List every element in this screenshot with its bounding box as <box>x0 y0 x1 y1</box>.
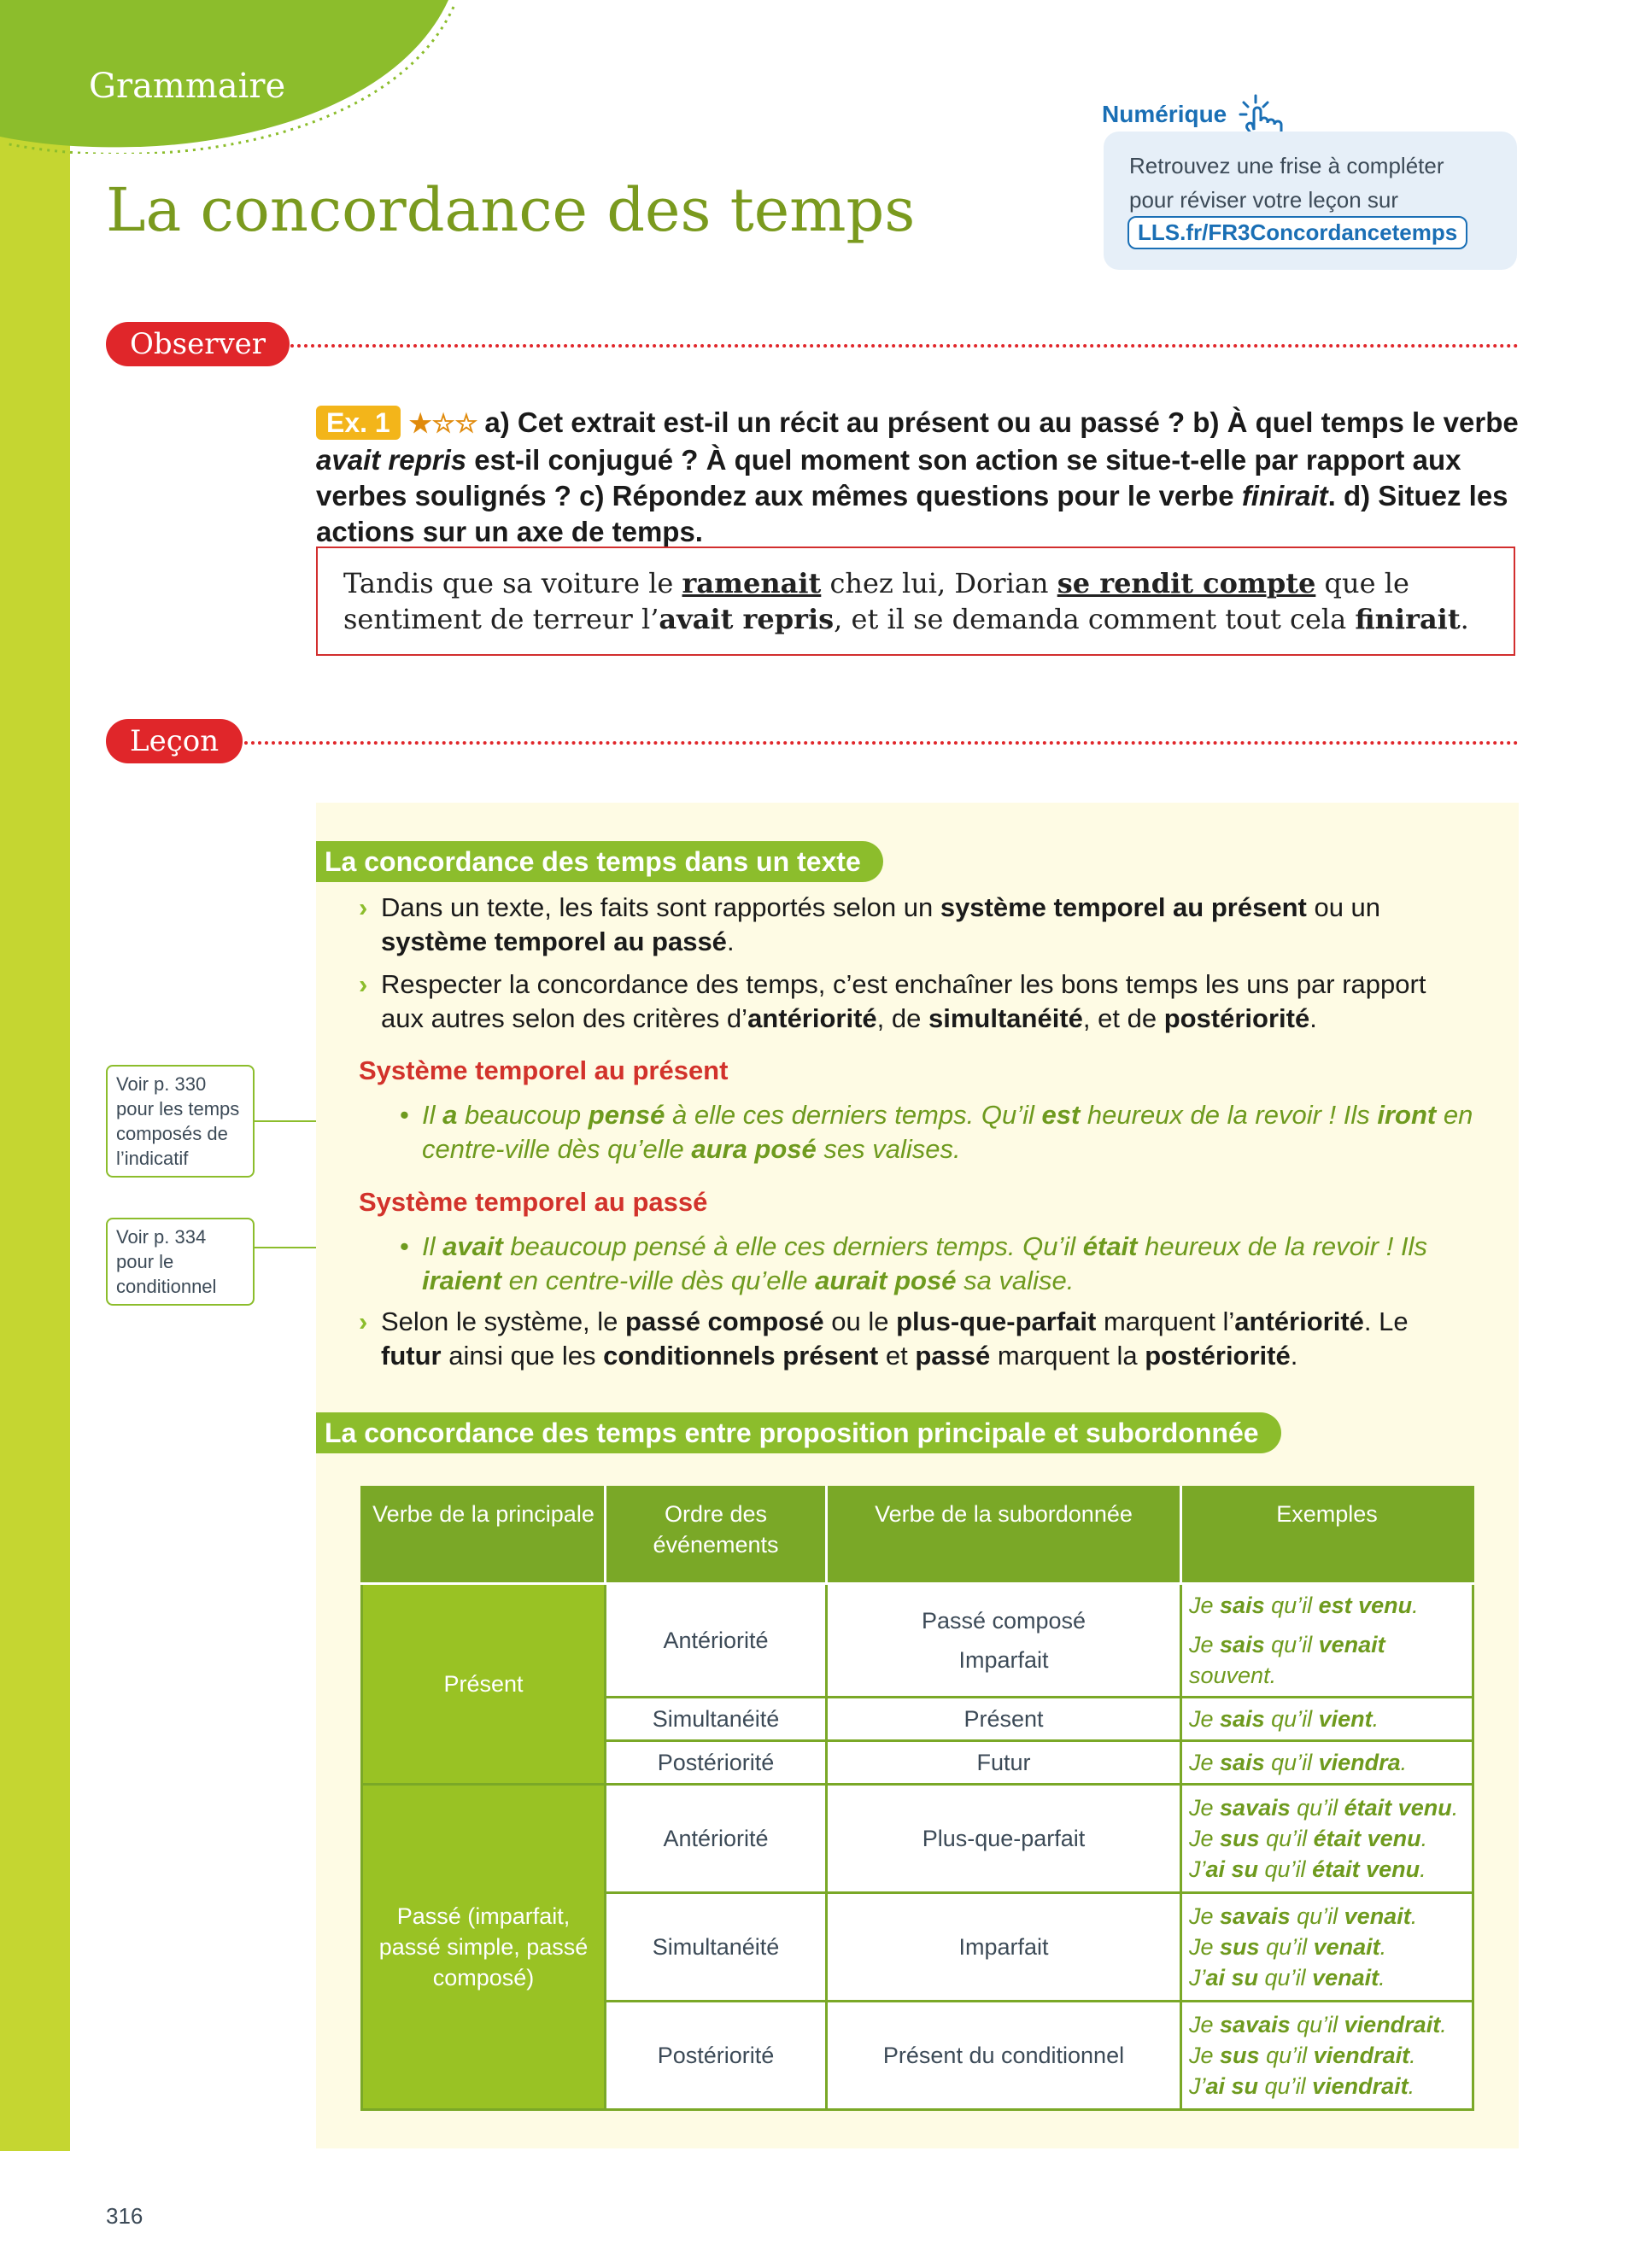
b: ai su <box>1205 1965 1259 1990</box>
side-note-p334[interactable]: Voir p. 334 pour le conditionnel <box>106 1218 255 1306</box>
example-line <box>1189 1823 1465 1854</box>
example-line <box>1189 2071 1465 2101</box>
text: ses valises. <box>816 1134 961 1164</box>
page-number: 316 <box>106 2203 144 2229</box>
observer-pill: Observer <box>106 322 290 366</box>
text: , de <box>876 1003 928 1033</box>
bullet-dot-icon: • <box>400 1231 409 1261</box>
text: heureux de la revoir ! Ils <box>1137 1231 1427 1261</box>
question-verb-avait-repris: avait repris <box>316 444 467 476</box>
table-header: Verbe de la principale <box>362 1488 606 1584</box>
example-line <box>1189 1854 1465 1885</box>
lecon-pill: Leçon <box>106 719 243 763</box>
order-cell: Simultanéité <box>606 1893 827 2002</box>
subordinate-cell: Présent <box>827 1698 1181 1741</box>
example-line <box>1189 1962 1465 1993</box>
quote-bold-verb: finirait <box>1355 603 1461 635</box>
quote-text: , et il se demanda comment tout cela <box>834 603 1356 635</box>
t: Je <box>1189 1593 1221 1618</box>
lesson-bullet-3 <box>359 1305 1474 1373</box>
text: . Le <box>1363 1306 1409 1336</box>
b: ai su <box>1205 2073 1259 2099</box>
b: savais <box>1220 1795 1291 1821</box>
t: J’ <box>1189 2073 1206 2099</box>
bold-verb: iraient <box>422 1266 502 1295</box>
b: était venu <box>1344 1795 1452 1821</box>
chevron-right-icon: › <box>359 969 368 999</box>
b: sus <box>1220 2043 1260 2068</box>
text: . <box>726 926 735 956</box>
t: qu’il <box>1258 2073 1313 2099</box>
b: viendrait <box>1312 2073 1409 2099</box>
text: à elle ces derniers temps. Qu’il <box>665 1100 1042 1130</box>
question-part-a: a) Cet extrait est-il un récit au présent ou au passé ? b) À quel temps le verbe <box>484 406 1519 438</box>
bold-term: passé <box>915 1341 991 1371</box>
bold-term: postériorité <box>1145 1341 1291 1371</box>
bold-verb: iront <box>1377 1100 1437 1130</box>
t: . <box>1379 1965 1385 1990</box>
b: était venu <box>1312 1856 1420 1882</box>
example-passe <box>400 1230 1498 1298</box>
numerique-label: Numérique <box>1102 101 1227 127</box>
t: J’ <box>1189 1965 1206 1990</box>
t: qu’il <box>1264 1750 1319 1775</box>
quote-text: Tandis que sa voiture le <box>343 567 682 599</box>
b: venait <box>1344 1903 1411 1929</box>
example-line <box>1189 1901 1465 1932</box>
bold-term: futur <box>381 1341 442 1371</box>
question-verb-finirait: finirait <box>1241 480 1328 511</box>
subordinate-cell: Présent du conditionnel <box>827 2002 1181 2110</box>
table-header-row <box>362 1488 1473 1584</box>
numerique-text <box>1129 149 1505 217</box>
quote-box <box>316 547 1515 656</box>
text: sa valise. <box>956 1266 1075 1295</box>
t: . <box>1372 1706 1379 1732</box>
bold-verb: a <box>442 1100 458 1130</box>
t: Je <box>1189 1632 1221 1657</box>
t: qu’il <box>1259 1934 1314 1960</box>
b: sais <box>1220 1706 1265 1732</box>
system-present-title: Système temporel au présent <box>359 1055 729 1085</box>
text: Dans un texte, les faits sont rapportés selon un <box>381 892 940 922</box>
principal-passe: Passé (imparfait, passé simple, passé composé) <box>362 1785 606 2110</box>
numerique-line-1: Retrouvez une frise à compléter <box>1129 153 1444 178</box>
b: viendrait <box>1313 2043 1410 2068</box>
lecon-divider <box>244 741 1519 745</box>
t: . <box>1379 1934 1387 1960</box>
t: . <box>1420 1856 1426 1882</box>
b: sais <box>1220 1632 1265 1657</box>
t: Je <box>1189 2012 1221 2037</box>
lesson-subheading-texte: La concordance des temps dans un texte <box>316 841 883 882</box>
bold-term: postériorité <box>1163 1003 1310 1033</box>
side-note-connector <box>255 1120 316 1122</box>
t: Je <box>1189 1750 1221 1775</box>
table-row <box>362 1785 1473 1893</box>
section-label: Grammaire <box>89 67 286 106</box>
example-cell <box>1181 1741 1473 1785</box>
text: Il <box>422 1231 443 1261</box>
example-line <box>1189 1590 1465 1621</box>
bold-verb: aurait posé <box>815 1266 957 1295</box>
quote-text: chez lui, Dorian <box>821 567 1057 599</box>
text: . <box>1309 1003 1317 1033</box>
t: . <box>1420 1826 1428 1851</box>
order-cell: Antériorité <box>606 1785 827 1893</box>
quote-text: . <box>1460 603 1469 635</box>
b: ai su <box>1205 1856 1259 1882</box>
bold-verb: était <box>1082 1231 1138 1261</box>
chevron-right-icon: › <box>359 892 368 922</box>
b: sais <box>1220 1750 1265 1775</box>
subordinate-tense: Imparfait <box>958 1647 1049 1673</box>
t: Je <box>1189 1706 1221 1732</box>
subordinate-cell: Plus-que-parfait <box>827 1785 1181 1893</box>
table-header: Exemples <box>1181 1488 1473 1584</box>
difficulty-stars-icon: ★☆☆ <box>408 410 478 438</box>
order-cell: Simultanéité <box>606 1698 827 1741</box>
t: . <box>1400 1750 1408 1775</box>
b: viendra <box>1318 1750 1401 1775</box>
t: qu’il <box>1290 2012 1344 2037</box>
example-cell <box>1181 1785 1473 1893</box>
bold-verb: aura posé <box>691 1134 817 1164</box>
example-line <box>1189 1932 1465 1962</box>
numerique-line-2: pour réviser votre leçon sur <box>1129 187 1399 213</box>
b: sus <box>1220 1934 1260 1960</box>
text: Selon le système, le <box>381 1306 626 1336</box>
b: venait <box>1318 1632 1385 1657</box>
example-line <box>1189 1792 1465 1823</box>
text: Respecter la concordance des temps, c’est enchaîner les bons temps les uns par rapport aux autres selon des critères d’ <box>381 969 1426 1033</box>
observer-divider <box>290 344 1519 348</box>
example-line <box>1189 2040 1465 2071</box>
t: qu’il <box>1264 1706 1319 1732</box>
text: beaucoup <box>457 1100 589 1130</box>
t: . <box>1451 1795 1459 1821</box>
text: et <box>878 1341 916 1371</box>
page-title: La concordance des temps <box>106 175 916 245</box>
t: J’ <box>1189 1856 1206 1882</box>
principal-present: Présent <box>362 1584 606 1785</box>
example-cell <box>1181 2002 1473 2110</box>
lesson-bullet-2 <box>359 967 1474 1036</box>
bold-term: système temporel au passé <box>381 926 727 956</box>
b: savais <box>1220 2012 1291 2037</box>
example-present <box>400 1098 1498 1166</box>
example-cell <box>1181 1698 1473 1741</box>
t: qu’il <box>1259 2043 1314 2068</box>
chevron-right-icon: › <box>359 1306 368 1336</box>
quote-underlined-verb: ramenait <box>682 567 822 599</box>
subordinate-cell: Imparfait <box>827 1893 1181 2002</box>
b: sais <box>1220 1593 1265 1618</box>
exercise-question <box>316 405 1519 550</box>
text: ainsi que les <box>441 1341 604 1371</box>
lesson-subheading-subordonnee: La concordance des temps entre proposition principale et subordonnée <box>316 1412 1281 1453</box>
text: marquent l’ <box>1096 1306 1235 1336</box>
b: venait <box>1313 1934 1380 1960</box>
lesson-bullet-1 <box>359 891 1474 959</box>
t: . <box>1412 1593 1419 1618</box>
text: heureux de la revoir ! Ils <box>1080 1100 1378 1130</box>
text: en centre-ville dès qu’elle <box>501 1266 816 1295</box>
text: Il <box>422 1100 443 1130</box>
bold-verb: pensé <box>588 1100 665 1130</box>
bold-verb: avait <box>442 1231 503 1261</box>
example-cell <box>1181 1584 1473 1698</box>
side-note-connector <box>255 1247 316 1248</box>
bold-term: système temporel au présent <box>940 892 1307 922</box>
t: qu’il <box>1258 1965 1313 1990</box>
b: viendrait <box>1344 2012 1441 2037</box>
bold-verb: est <box>1041 1100 1081 1130</box>
exercise-badge: Ex. 1 <box>316 406 401 440</box>
t: Je <box>1189 1903 1221 1929</box>
t: Je <box>1189 2043 1221 2068</box>
t: . <box>1440 2012 1447 2037</box>
text: ou le <box>823 1306 897 1336</box>
t: qu’il <box>1258 1856 1313 1882</box>
subordinate-cell <box>827 1584 1181 1698</box>
b: sus <box>1220 1826 1260 1851</box>
subordinate-cell: Futur <box>827 1741 1181 1785</box>
t: . <box>1410 1903 1418 1929</box>
t: Je <box>1189 1826 1221 1851</box>
numerique-link[interactable]: LLS.fr/FR3Concordancetemps <box>1128 216 1467 249</box>
side-note-p330[interactable]: Voir p. 330 pour les temps composés de l’indicatif <box>106 1065 255 1178</box>
table-header: Ordre des événements <box>606 1488 827 1584</box>
example-line <box>1189 1629 1465 1691</box>
bold-term: passé composé <box>625 1306 824 1336</box>
example-line <box>1189 2009 1465 2040</box>
table-row <box>362 1584 1473 1698</box>
quote-bold-verb: avait repris <box>659 603 835 635</box>
t: . <box>1409 2043 1416 2068</box>
t: qu’il <box>1290 1903 1344 1929</box>
numerique-box <box>1104 132 1517 270</box>
bold-term: antériorité <box>747 1003 877 1033</box>
b: savais <box>1220 1903 1291 1929</box>
text: beaucoup pensé à elle ces derniers temps. Qu’il <box>502 1231 1083 1261</box>
t: Je <box>1189 1934 1221 1960</box>
t: Je <box>1189 1795 1221 1821</box>
t: . <box>1408 2073 1415 2099</box>
text: ou un <box>1306 892 1381 922</box>
text: . <box>1290 1341 1298 1371</box>
left-color-band <box>0 0 70 2151</box>
question-part-b: est-il conjugué ? À quel moment son action se situe-t-elle par rapport aux verbes soulignés ? c) Répondez aux mêmes questions pour le verbe <box>316 444 1461 511</box>
t: qu’il <box>1264 1632 1319 1657</box>
order-cell: Postériorité <box>606 1741 827 1785</box>
question-part-c: . d) Situez les actions sur un axe de temps. <box>316 480 1508 547</box>
text: en centre-ville dès qu’elle <box>422 1100 1473 1164</box>
quote-text: que le sentiment de terreur l’ <box>343 567 1409 635</box>
example-cell <box>1181 1893 1473 2002</box>
tense-table <box>360 1486 1474 2111</box>
bullet-dot-icon: • <box>400 1100 409 1130</box>
t: qu’il <box>1259 1826 1314 1851</box>
b: vient <box>1318 1706 1373 1732</box>
t: qu’il <box>1290 1795 1344 1821</box>
subordinate-tense: Passé composé <box>921 1608 1086 1634</box>
b: est venu <box>1318 1593 1413 1618</box>
bold-term: plus-que-parfait <box>896 1306 1097 1336</box>
b: venait <box>1312 1965 1379 1990</box>
b: était venu <box>1313 1826 1421 1851</box>
t: souvent. <box>1189 1663 1277 1688</box>
table-header: Verbe de la subordonnée <box>827 1488 1181 1584</box>
text: marquent la <box>990 1341 1145 1371</box>
bold-term: conditionnels présent <box>603 1341 879 1371</box>
quote-underlined-verb: se rendit compte <box>1057 567 1316 599</box>
order-cell: Postériorité <box>606 2002 827 2110</box>
bold-term: simultanéité <box>928 1003 1083 1033</box>
system-passe-title: Système temporel au passé <box>359 1187 708 1217</box>
t: qu’il <box>1264 1593 1319 1618</box>
text: , et de <box>1082 1003 1164 1033</box>
order-cell: Antériorité <box>606 1584 827 1698</box>
bold-term: antériorité <box>1234 1306 1364 1336</box>
